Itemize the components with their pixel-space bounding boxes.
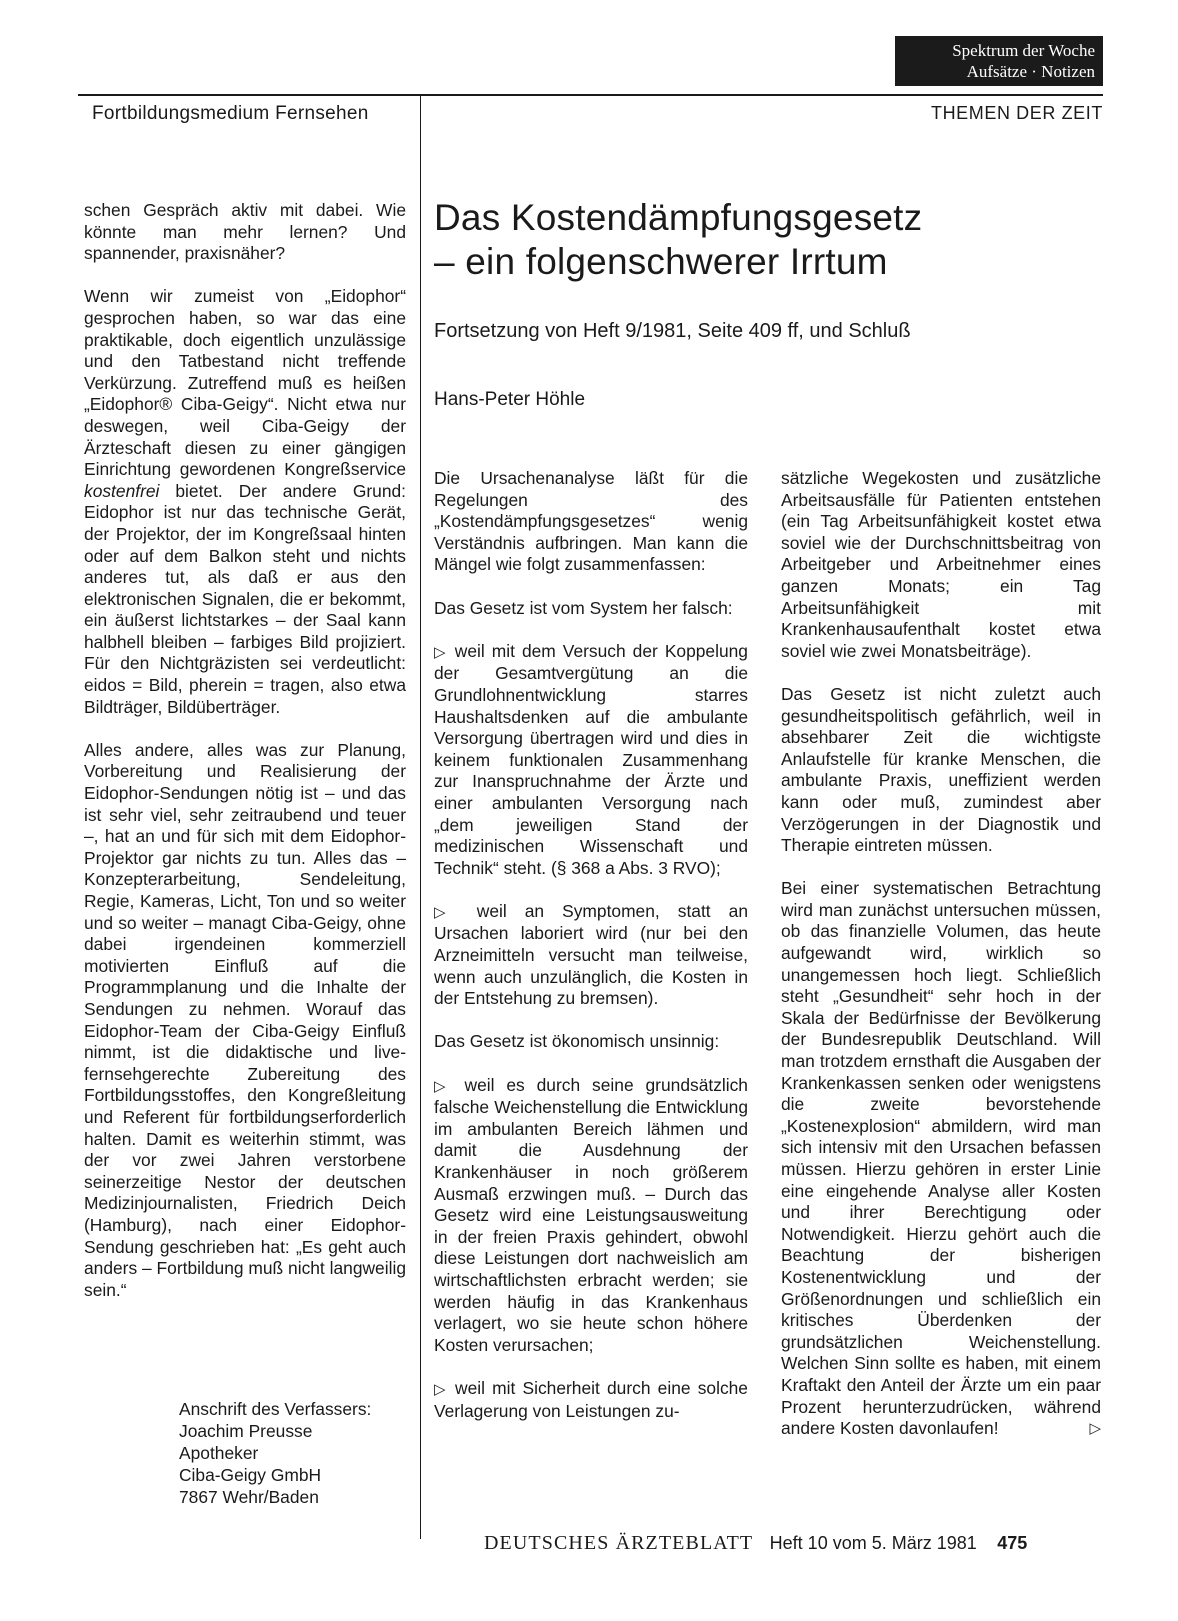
middle-bullet-1: [434, 641, 748, 880]
left-paragraph-2-text: Wenn wir zumeist von „Eidophor“ gesprochen haben, so war das eine praktikable, doch eigentlich unzulässige und den Tatbestand nicht treffende Verkürzung. Zutreffend muß es heißen „Eidophor® Ciba-Geigy“. Nicht etwa nur deswegen, weil Ciba-Geigy der Ärzteschaft diesen zu einer gängigen Einrichtung gewordenen Kongreßservice: [84, 286, 406, 480]
middle-bullet-4: [434, 1378, 748, 1422]
middle-bullet-3: [434, 1075, 748, 1357]
address-role: Apotheker: [179, 1443, 259, 1463]
left-paragraph-3: Alles andere, alles was zur Planung, Vorbereitung und Realisierung der Eidophor-Sendungen nötig ist – und das ist sehr viel, sehr zeitraubend und teuer –, hat an und für sich mit dem Eidophor-Projektor gar nichts zu tun. Alles das – Konzepterarbeitung, Sendeleitung, Regie, Kameras, Licht, Ton und so weiter und so weiter – managt Ciba-Geigy, ohne dabei irgendeinen kommerziell motivierten Einfluß auf die Programmplanung und die Inhalte der Sendungen zu nehmen. Worauf das Eidophor-Team der Ciba-Geigy Einfluß nimmt, ist die didaktische und live-fernsehgerechte Zubereitung des Fortbildungsstoffes, den Kongreßleitung und Referent für fortbildungserforderlich halten. Damit es weiterhin stimmt, was der vor zwei Jahren verstorbene seinerzeitige Nestor der deutschen Medizinjournalisten, Friedrich Deich (Hamburg), nach einer Eidophor-Sendung geschrieben hat: „Es geht auch anders – Fortbildung muß nicht langweilig sein.“: [84, 739, 406, 1300]
left-column: [84, 200, 406, 1301]
article-title: [434, 196, 1094, 284]
author-address: [179, 1398, 371, 1508]
left-paragraph-2-italic: kostenfrei: [84, 480, 160, 501]
middle-bullet-4-text: weil mit Sicherheit durch eine solche Verlagerung von Leistungen zu-: [434, 1377, 748, 1421]
triangle-bullet-icon: ▷: [434, 1077, 453, 1095]
middle-intro: Die Ursachenanalyse läßt für die Regelungen des „Kostendämpfungsgesetzes“ wenig Verständnis aufbringen. Man kann die Mängel wie folgt zusammenfassen:: [434, 468, 748, 575]
triangle-bullet-icon: ▷: [434, 643, 448, 661]
middle-bullet-1-text: weil mit dem Versuch der Koppelung der Gesamtvergütung an die Grundlohnentwicklung starres Haushaltsdenken auf die ambulante Versorgung übertragen wird und dies in keinem funktionalen Zusammenhang zur Inanspruchnahme der Ärzte und einer ambulanten Versorgung nach „dem jeweiligen Stand der medizinischen Wissenschaft und Technik“ steht. (§ 368 a Abs. 3 RVO);: [434, 640, 748, 878]
section-badge: [895, 36, 1103, 86]
triangle-bullet-icon: ▷: [434, 903, 459, 921]
right-paragraph-3-text: Bei einer systematischen Betrachtung wird man zunächst untersuchen müssen, ob das finanzielle Volumen, das heute aufgewandt wird, wirklich so unangemessen hoch liegt. Schließlich steht „Gesundheit“ sehr hoch in der Skala der Bedürfnisse der Bevölkerung der Bundesrepublik Deutschland. Will man trotzdem ernsthaft die Ausgaben der Krankenkassen senken oder wenigstens die zweite bevorstehende „Kostenexplosion“ abmildern, wird man sich intensiv mit den Ursachen befassen müssen. Hierzu gehören in erster Linie eine eingehende Analyse aller Kosten und ihrer Berechtigung oder Notwendigkeit. Hierzu gehört auch die Beachtung der bisherigen Kostenentwicklung und der Größenordnungen und schließlich ein kritisches Überdenken der grundsätzlichen Weichenstellung. Welchen Sinn sollte es haben, mit einem Kraftakt den Anteil der Ärzte um ein paar Prozent herunterzudrücken, während andere Kosten davonlaufen!: [781, 878, 1101, 1439]
left-paragraph-1: schen Gespräch aktiv mit dabei. Wie könnte man mehr lernen? Und spannender, praxisnäher?: [84, 200, 406, 264]
footer-issue: Heft 10 vom 5. März 1981: [769, 1533, 977, 1553]
header-rule: [78, 94, 1103, 96]
right-paragraph-3: [781, 878, 1101, 1439]
right-paragraph-2: Das Gesetz ist nicht zuletzt auch gesundheitspolitisch gefährlich, weil in absehbarer Zeit die wichtigste Anlaufstelle für kranke Menschen, die ambulante Praxis, uneffizient werden kann oder muß, zumindest aber Verzögerungen in der Diagnostik und Therapie eintreten müssen.: [781, 683, 1101, 856]
article-title-line-2: – ein folgenschwerer Irrtum: [434, 241, 888, 282]
badge-line-2: Aufsätze · Notizen: [966, 62, 1095, 81]
left-paragraph-2-rest: bietet. Der andere Grund: Eidophor ist nur das technische Gerät, der Projektor, der im Kongreßsaal hinten oder auf dem Balkon steht und nichts anderes tut, als daß er aus den elektronischen Signalen, die er bekommt, ein äußerst lichtstarkes – der Saal kann halbhell bleiben – farbiges Bild projiziert. Für den Nichtgräzisten sei verdeutlicht: eidos = Bild, pherein = tragen, also etwa Bildträger, Bildüberträger.: [84, 480, 406, 717]
right-column: [781, 468, 1101, 1440]
footer-journal: DEUTSCHES ÄRZTEBLATT: [484, 1532, 754, 1554]
page-footer: [484, 1532, 1027, 1555]
triangle-bullet-icon: ▷: [434, 1380, 448, 1398]
middle-bullet-2: [434, 901, 748, 1010]
address-label: Anschrift des Verfassers:: [179, 1399, 372, 1419]
column-divider: [420, 94, 421, 1539]
middle-heading-2: Das Gesetz ist ökonomisch unsinnig:: [434, 1031, 720, 1052]
article-subtitle: Fortsetzung von Heft 9/1981, Seite 409 ff, und Schluß: [434, 320, 911, 342]
section-header-left: Fortbildungsmedium Fernsehen: [92, 103, 369, 124]
middle-bullet-3-text: weil es durch seine grundsätzlich falsche Weichenstellung die Entwicklung im ambulanten Bereich lähmen und damit die Ausdehnung der Krankenhäuser in noch größerem Ausmaß erzwingen muß. – Durch das Gesetz wird eine Leistungsausweitung in der freien Praxis gehindert, obwohl diese Leistungen dort nachweislich am wirtschaftlichsten erbracht werden; sie werden häufig in das Krankenhaus verlagert, wo sie heute schon höhere Kosten verursachen;: [434, 1074, 748, 1355]
address-city: 7867 Wehr/Baden: [179, 1487, 319, 1507]
middle-bullet-2-text: weil an Symptomen, statt an Ursachen laboriert wird (nur bei den Arzneimitteln versucht man teilweise, wenn auch unzulänglich, die Kosten in der Entstehung zu bremsen).: [434, 900, 748, 1009]
middle-column: [434, 468, 748, 1422]
article-title-line-1: Das Kostendämpfungsgesetz: [434, 197, 923, 238]
section-header-right: THEMEN DER ZEIT: [930, 103, 1103, 123]
article-author: Hans-Peter Höhle: [434, 389, 586, 410]
address-company: Ciba-Geigy GmbH: [179, 1465, 322, 1485]
right-paragraph-1: sätzliche Wegekosten und zusätzliche Arbeitsausfälle für Patienten entstehen (ein Tag Arbeitsunfähigkeit kostet etwa soviel wie der Durchschnittsbeitrag von Arbeitgeber und Arbeitnehmer eines ganzen Monats; ein Tag Arbeitsunfähigkeit mit Krankenhausaufenthalt kostet etwa soviel wie zwei Monatsbeiträge).: [781, 468, 1101, 661]
badge-line-1: Spektrum der Woche: [952, 41, 1095, 60]
middle-heading-1: Das Gesetz ist vom System her falsch:: [434, 597, 733, 618]
continued-triangle-icon: ▷: [1089, 1420, 1101, 1438]
address-name: Joachim Preusse: [179, 1421, 313, 1441]
left-paragraph-2: [84, 286, 406, 718]
footer-page-number: 475: [997, 1533, 1028, 1553]
